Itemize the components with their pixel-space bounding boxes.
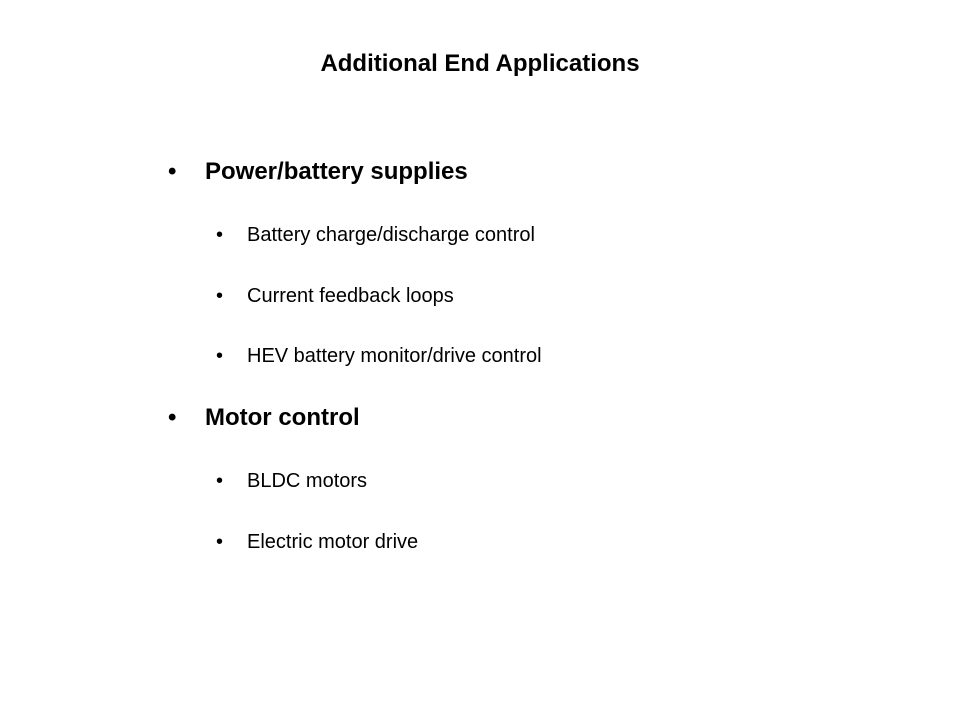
list-item-label: Electric motor drive: [247, 531, 419, 553]
section-heading-label: Motor control: [205, 404, 360, 431]
bullet-icon: •: [216, 224, 224, 246]
list-item-label: BLDC motors: [247, 470, 368, 492]
list-item-label: Current feedback loops: [247, 285, 454, 307]
bullet-icon: •: [168, 404, 177, 431]
bullet-icon: •: [168, 158, 177, 185]
slide-title: Additional End Applications: [320, 50, 640, 77]
bullet-icon: •: [216, 531, 224, 553]
bullet-icon: •: [216, 285, 224, 307]
list-item-label: HEV battery monitor/drive control: [247, 345, 542, 367]
bullet-icon: •: [216, 345, 224, 367]
list-item-label: Battery charge/discharge control: [247, 224, 535, 246]
section-heading-label: Power/battery supplies: [205, 158, 468, 185]
bullet-icon: •: [216, 470, 224, 492]
